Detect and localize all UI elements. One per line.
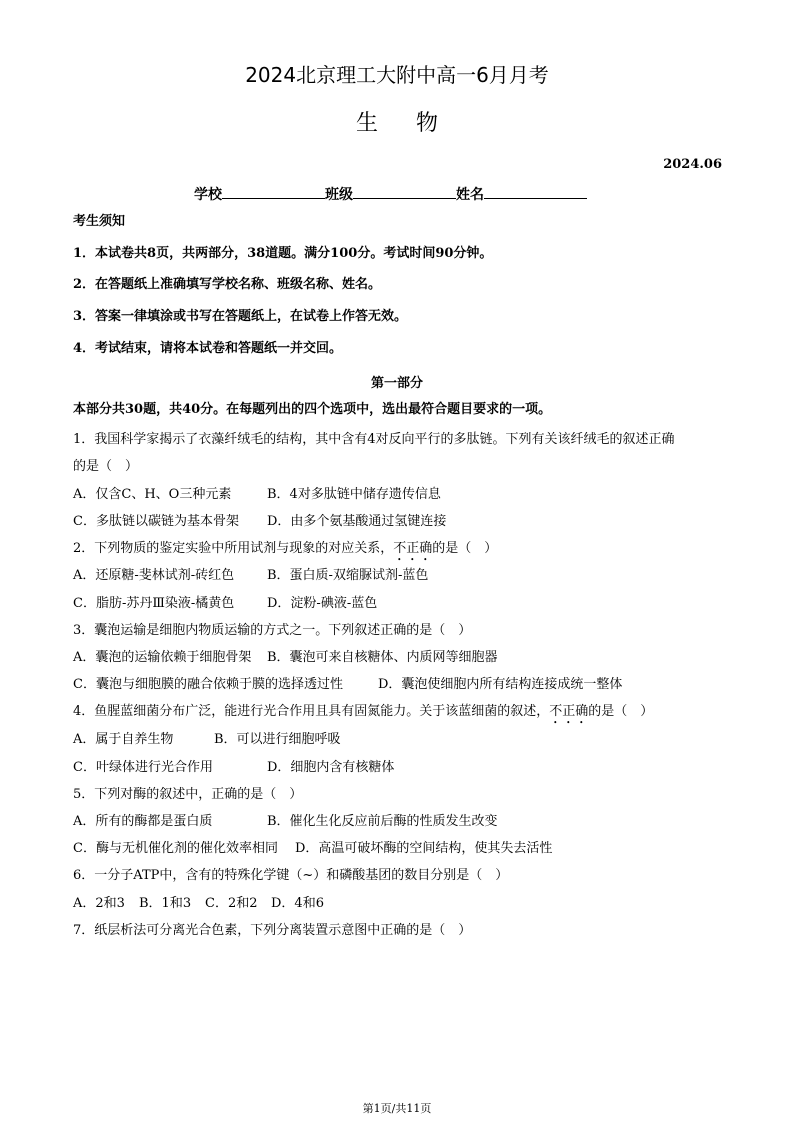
question-4-options-row2 [73,760,394,776]
question-7: 7．纸层析法可分离光合色素，下列分离装置示意图中正确的是（ ） [73,923,472,938]
option-b: B．1和3 [139,896,192,911]
option-a: A．2和3 [73,896,125,911]
option-d: D．囊泡使细胞内所有结构连接成统一整体 [378,677,623,692]
question-4 [73,704,653,727]
option-c: C．多肽链以碳链为基本骨架 [73,514,239,529]
question-1-options-row1 [73,487,441,503]
option-a: A．还原糖-斐林试剂-砖红色 [73,568,235,583]
class-label: 班级 [325,187,353,203]
emphasis-text: 不正确 [549,704,589,719]
question-2-tail: 的是（ ） [432,541,498,556]
option-b: B．4对多肽链中储存遗传信息 [267,487,441,502]
subject-title: 生物 [355,111,476,136]
school-blank [222,184,325,199]
exam-date: 2024.06 [663,157,722,172]
notice-item: 2．在答题纸上准确填写学校名称、班级名称、姓名。 [73,277,382,292]
option-d: D．细胞内含有核糖体 [267,760,395,775]
class-blank [353,184,456,199]
option-d: D．4和6 [271,896,324,911]
question-3-options-row1 [73,650,498,666]
question-2-options-row1 [73,568,428,584]
option-b: B．催化生化反应前后酶的性质发生改变 [267,814,498,829]
question-2 [73,541,497,564]
question-4-tail: 的是（ ） [588,704,654,719]
question-1: 1．我国科学家揭示了衣藻纤绒毛的结构，其中含有4对反向平行的多肽链。下列有关该纤绒毛的叙述正确 [73,432,675,447]
student-info-row [194,184,587,204]
question-2-options-row2 [73,596,377,612]
option-a: A．所有的酶都是蛋白质 [73,814,213,829]
question-1-options-row2 [73,514,446,530]
option-c: C．囊泡与细胞膜的融合依赖于膜的选择透过性 [73,677,343,692]
question-6: 6．一分子ATP中，含有的特殊化学键（~）和磷酸基团的数目分别是（ ） [73,868,509,883]
notice-heading: 考生须知 [73,214,126,229]
option-c: C．叶绿体进行光合作用 [73,760,213,775]
question-4-text: 4．鱼腥蓝细菌分布广泛，能进行光合作用且具有固氮能力。关于该蓝细菌的叙述， [73,704,550,719]
page-footer: 第1页/共11页 [362,1102,432,1115]
part-heading: 第一部分 [370,376,423,391]
option-b: B．可以进行细胞呼吸 [214,732,341,747]
question-2-text: 2．下列物质的鉴定实验中所用试剂与现象的对应关系， [73,541,394,556]
option-c: C．酶与无机催化剂的催化效率相同 [73,841,278,856]
question-5-options-row2 [73,841,552,857]
option-c: C．脂肪-苏丹Ⅲ染液-橘黄色 [73,596,235,611]
question-3: 3．囊泡运输是细胞内物质运输的方式之一。下列叙述正确的是（ ） [73,623,472,638]
option-a: A．属于自养生物 [73,732,174,747]
question-3-options-row2 [73,677,622,693]
question-5: 5．下列对酶的叙述中，正确的是（ ） [73,787,303,802]
notice-item: 1．本试卷共8页，共两部分，38道题。满分100分。考试时间90分钟。 [73,246,493,261]
option-b: B．蛋白质-双缩脲试剂-蓝色 [267,568,429,583]
part-instruction: 本部分共30题，共40分。在每题列出的四个选项中，选出最符合题目要求的一项。 [73,402,552,417]
option-a: A．仅含C、H、O三种元素 [73,487,232,502]
name-label: 姓名 [456,187,484,203]
question-1-cont: 的是（ ） [73,459,139,474]
option-c: C．2和2 [205,896,258,911]
question-4-options-row1 [73,732,341,748]
notice-item: 4．考试结束，请将本试卷和答题纸一并交回。 [73,341,343,356]
exam-title: 2024北京理工大附中高一6月月考 [245,63,549,87]
question-5-options-row1 [73,814,498,830]
name-blank [484,184,587,199]
option-b: B．囊泡可来自核糖体、内质网等细胞器 [267,650,498,665]
option-d: D．淀粉-碘液-蓝色 [267,596,378,611]
notice-item: 3．答案一律填涂或书写在答题纸上，在试卷上作答无效。 [73,309,408,324]
option-d: D．由多个氨基酸通过氢键连接 [267,514,447,529]
emphasis-text: 不正确 [393,541,433,556]
school-label: 学校 [194,187,222,203]
option-d: D．高温可破坏酶的空间结构，使其失去活性 [295,841,553,856]
option-a: A．囊泡的运输依赖于细胞骨架 [73,650,252,665]
question-6-options [73,896,324,912]
